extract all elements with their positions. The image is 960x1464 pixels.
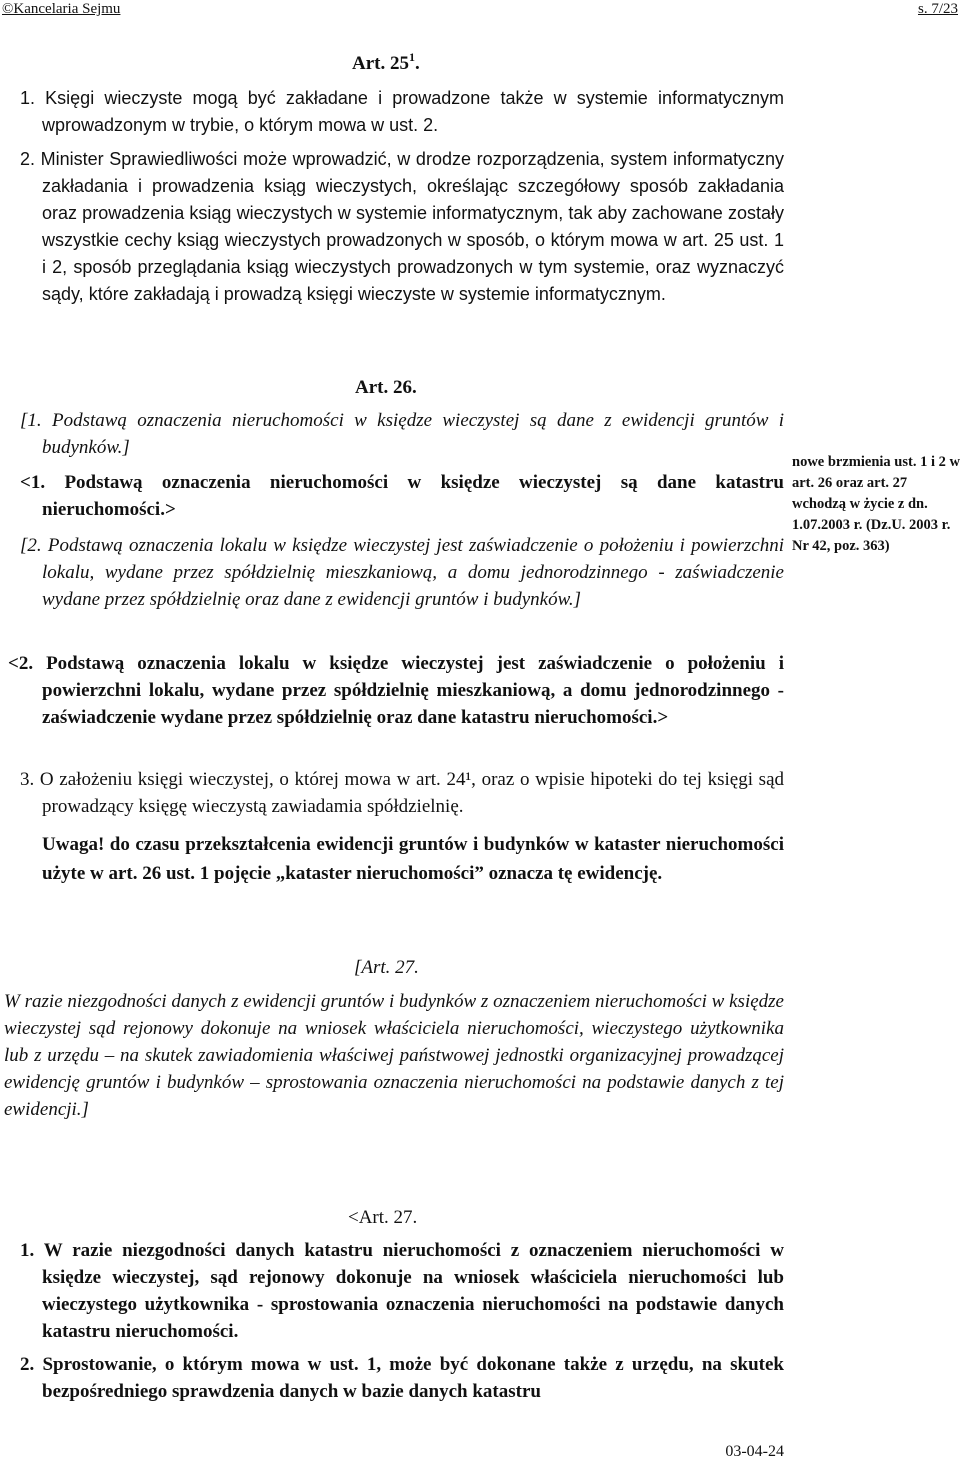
art26-par3: 3. O założeniu księgi wieczystej, o której mowa w art. 24¹, oraz o wpisie hipoteki do tej księgi sąd prowadzący księgę wieczystą zawiadamia spółdzielnię. — [20, 769, 784, 817]
art25-1-heading-dot: . — [414, 53, 420, 74]
art26-new1: <1. Podstawą oznaczenia nieruchomości w księdze wieczystej są dane katastru nieruchomości.> — [20, 472, 784, 520]
art26-uwaga: Uwaga! do czasu przekształcenia ewidencji gruntów i budynków w kataster nieruchomości użyte w art. 26 ust. 1 pojęcie „kataster nieruchomości” oznacza tę ewidencję. — [42, 834, 784, 884]
art26-uwaga-block — [42, 830, 784, 888]
footer-date: 03-04-24 — [725, 1443, 784, 1460]
art26-new2-block — [8, 650, 784, 731]
art26-heading: Art. 26. — [355, 377, 417, 398]
art25-1-heading-sup: 1 — [408, 50, 415, 64]
art25-1-heading — [352, 52, 420, 76]
art25-1-heading-text: Art. 25 — [352, 53, 409, 74]
page-number — [818, 0, 958, 18]
art25-1-par1: 1. Księgi wieczyste mogą być zakładane i prowadzone także w systemie informatycznym wprowadzonym w trybie, o którym mowa w ust. 2. — [20, 88, 784, 135]
art25-1-par1-block — [8, 85, 784, 139]
header-publisher[interactable] — [2, 0, 120, 18]
art27-new-par1: 1. W razie niezgodności danych katastru nieruchomości z oznaczeniem nieruchomości w księdze wieczystej, sąd rejonowy dokonuje na wniosek właściciela nieruchomości lub wieczystego użytkownika - sprostowania oznaczenia nieruchomości na podstawie danych katastru nieruchomości. — [20, 1240, 784, 1342]
art26-old2-block — [8, 532, 784, 613]
art27-old-heading: [Art. 27. — [354, 957, 419, 978]
art27-new-par1-block — [8, 1237, 784, 1345]
art27-new-heading: <Art. 27. — [348, 1207, 418, 1228]
art26-par3-block — [8, 766, 784, 820]
publisher-link[interactable]: ©Kancelaria Sejmu — [2, 1, 121, 17]
art26-old1-block — [8, 407, 784, 461]
art26-new2: <2. Podstawą oznaczenia lokalu w księdze wieczystej jest zaświadczenie o położeniu i powierzchni lokalu, wydane przez spółdzielnię mieszkaniową, a domu jednorodzinnego - zaświadczenie wydane przez spółdzielnię oraz dane katastru nieruchomości.> — [8, 653, 784, 728]
page-number-text: s. 7/23 — [917, 1, 958, 17]
art27-new-par2-block — [8, 1351, 784, 1405]
art27-old-block — [4, 988, 784, 1123]
art25-1-par2-block — [8, 146, 784, 308]
art27-old-text: W razie niezgodności danych z ewidencji gruntów i budynków z oznaczeniem nieruchomości w księdze wieczystej sąd rejonowy dokonuje na wniosek właściciela nieruchomości, wieczystego użytkownika lub z urzędu – na skutek zawiadomienia właściwej państwowej jednostki organizacyjnej prowadzącej ewidencję gruntów i budynków – sprostowania oznaczenia nieruchomości na podstawie danych z tej ewidencji.] — [4, 991, 784, 1120]
art25-1-par2: 2. Minister Sprawiedliwości może wprowadzić, w drodze rozporządzenia, system informatyczny zakładania i prowadzenia ksiąg wieczystych, określając szczegółowy sposób zakładania oraz prowadzenia ksiąg wieczystych w systemie informatycznym, tak aby zachowane zostały wszystkie cechy ksiąg wieczystych prowadzonych w sposób, o którym mowa w art. 25 ust. 1 i 2, sposób przeglądania ksiąg wieczystych prowadzonych w tym systemie, oraz wyznaczyć sądy, które zakładają i prowadzą księgi wieczyste w systemie informatycznym. — [20, 149, 784, 304]
art26-old1: [1. Podstawą oznaczenia nieruchomości w księdze wieczystej są dane z ewidencji gruntów i budynków.] — [20, 410, 784, 458]
art26-old2: [2. Podstawą oznaczenia lokalu w księdze wieczystej jest zaświadczenie o położeniu i powierzchni lokalu, wydane przez spółdzielnię mieszkaniową, a domu jednorodzinnego - zaświadczenie wydane przez spółdzielnię oraz dane z ewidencji gruntów i budynków.] — [20, 535, 784, 610]
art27-new-par2: 2. Sprostowanie, o którym mowa w ust. 1, może być dokonane także z urzędu, na skutek bezpośredniego sprawdzenia danych w bazie danych katastru — [20, 1354, 784, 1402]
art26-new1-block — [8, 469, 784, 523]
side-note: nowe brzmienia ust. 1 i 2 w art. 26 oraz art. 27 wchodzą w życie z dn. 1.07.2003 r. (Dz.U. 2003 r. Nr 42, poz. 363) — [792, 454, 960, 554]
